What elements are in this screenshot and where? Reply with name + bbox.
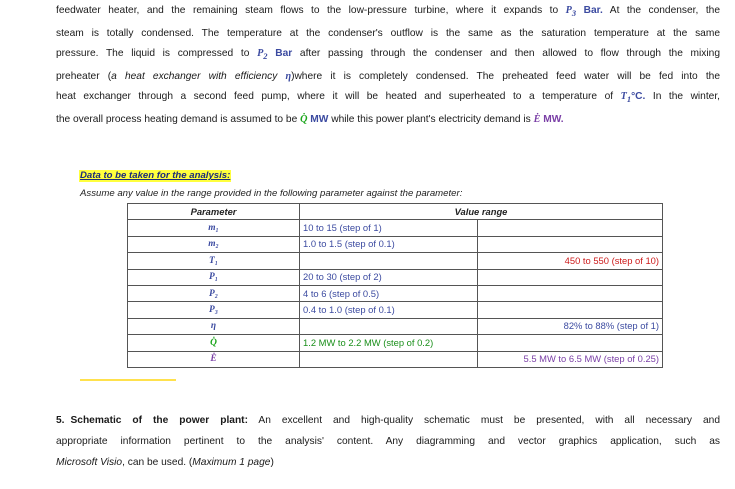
highlight-underline: [80, 379, 176, 381]
range-mid-cell: 20 to 30 (step of 2): [300, 269, 478, 285]
range-mid-cell: [300, 318, 478, 334]
range-mid-cell: 1.0 to 1.5 (step of 0.1): [300, 236, 478, 252]
symbol-e: Ė: [533, 114, 541, 126]
symbol-eta: η: [285, 70, 292, 82]
para-line-2: steam is totally condensed. The temperature at the condenser's outflow is the same as the saturation temperature at the same: [56, 27, 720, 39]
param-cell: Q̇: [128, 335, 300, 351]
section5-line-2: appropriate information pertinent to the analysis' content. Any diagramming and vector graphics application, such as: [56, 436, 720, 448]
symbol-p3: $P_3$: [565, 5, 577, 19]
table-row: [128, 253, 663, 269]
range-mid-cell: 1.2 MW to 2.2 MW (step of 0.2): [300, 335, 478, 351]
section5-line-1: 5. Schematic of the power plant: An excellent and high-quality schematic must be presented, with all necessary and: [56, 415, 720, 426]
intro-paragraph: [56, 1, 720, 131]
section-title: Schematic of the power plant:: [70, 415, 248, 426]
range-mid-cell: 0.4 to 1.0 (step of 0.1): [300, 302, 478, 318]
param-cell: m₁: [128, 220, 300, 236]
range-right-cell: [478, 236, 663, 252]
para-line-4: preheater (a heat exchanger with efficiency η)where it is completely condensed. The preheated feed water will be fed into the: [56, 70, 720, 82]
para-line-3: pressure. The liquid is compressed to $P_2$ Bar after passing through the condenser and then allowed to flow through the mixing: [56, 48, 720, 62]
range-mid-cell: [300, 253, 478, 269]
table-row: [128, 302, 663, 318]
range-right-cell: [478, 335, 663, 351]
symbol-q: Q̇: [300, 114, 308, 126]
range-mid-cell: 4 to 6 (step of 0.5): [300, 285, 478, 301]
range-right-cell: [478, 302, 663, 318]
table-row: [128, 269, 663, 285]
range-right-cell: 450 to 550 (step of 10): [478, 253, 663, 269]
table-header-row: [128, 204, 663, 220]
table-row: [128, 236, 663, 252]
param-cell: P₃: [128, 302, 300, 318]
table-row: [128, 285, 663, 301]
range-mid-cell: 10 to 15 (step of 1): [300, 220, 478, 236]
param-cell: T₁: [128, 253, 300, 269]
table-row: [128, 335, 663, 351]
data-section-subheading: Assume any value in the range provided in the following parameter against the parameter:: [80, 188, 463, 199]
table-row: [128, 351, 663, 367]
range-mid-cell: [300, 351, 478, 367]
section5-line-3: Microsoft Visio, can be used. (Maximum 1 page): [56, 457, 274, 469]
param-cell: P₂: [128, 285, 300, 301]
header-value-range: Value range: [300, 204, 663, 220]
table-row: [128, 220, 663, 236]
data-section-heading: Data to be taken for the analysis:: [80, 170, 231, 181]
section-5: [56, 410, 720, 474]
param-cell: Ė: [128, 351, 300, 367]
range-right-cell: 82% to 88% (step of 1): [478, 318, 663, 334]
range-right-cell: [478, 269, 663, 285]
range-right-cell: 5.5 MW to 6.5 MW (step of 0.25): [478, 351, 663, 367]
para-line-5: heat exchanger through a second feed pump, where it will be heated and superheated to a temperature of $T_1^\circ C$. In the winter,: [56, 91, 721, 105]
para-line-6: the overall process heating demand is assumed to be Q̇ MW while this power plant's electricity demand is Ė MW.: [56, 114, 564, 126]
symbol-t1: $T_1$: [620, 91, 632, 105]
param-cell: η: [128, 318, 300, 334]
param-cell: P₁: [128, 269, 300, 285]
range-right-cell: [478, 285, 663, 301]
section-number: 5.: [56, 415, 65, 426]
range-right-cell: [478, 220, 663, 236]
para-line-1: feedwater heater, and the remaining steam flows to the low-pressure turbine, where it expands to $P_3$ Bar. At the condenser, the: [56, 5, 720, 19]
parameter-table: [127, 203, 663, 368]
param-cell: m₂: [128, 236, 300, 252]
symbol-p2: $P_2$: [257, 48, 268, 62]
table-row: [128, 318, 663, 334]
header-parameter: Parameter: [128, 204, 300, 220]
